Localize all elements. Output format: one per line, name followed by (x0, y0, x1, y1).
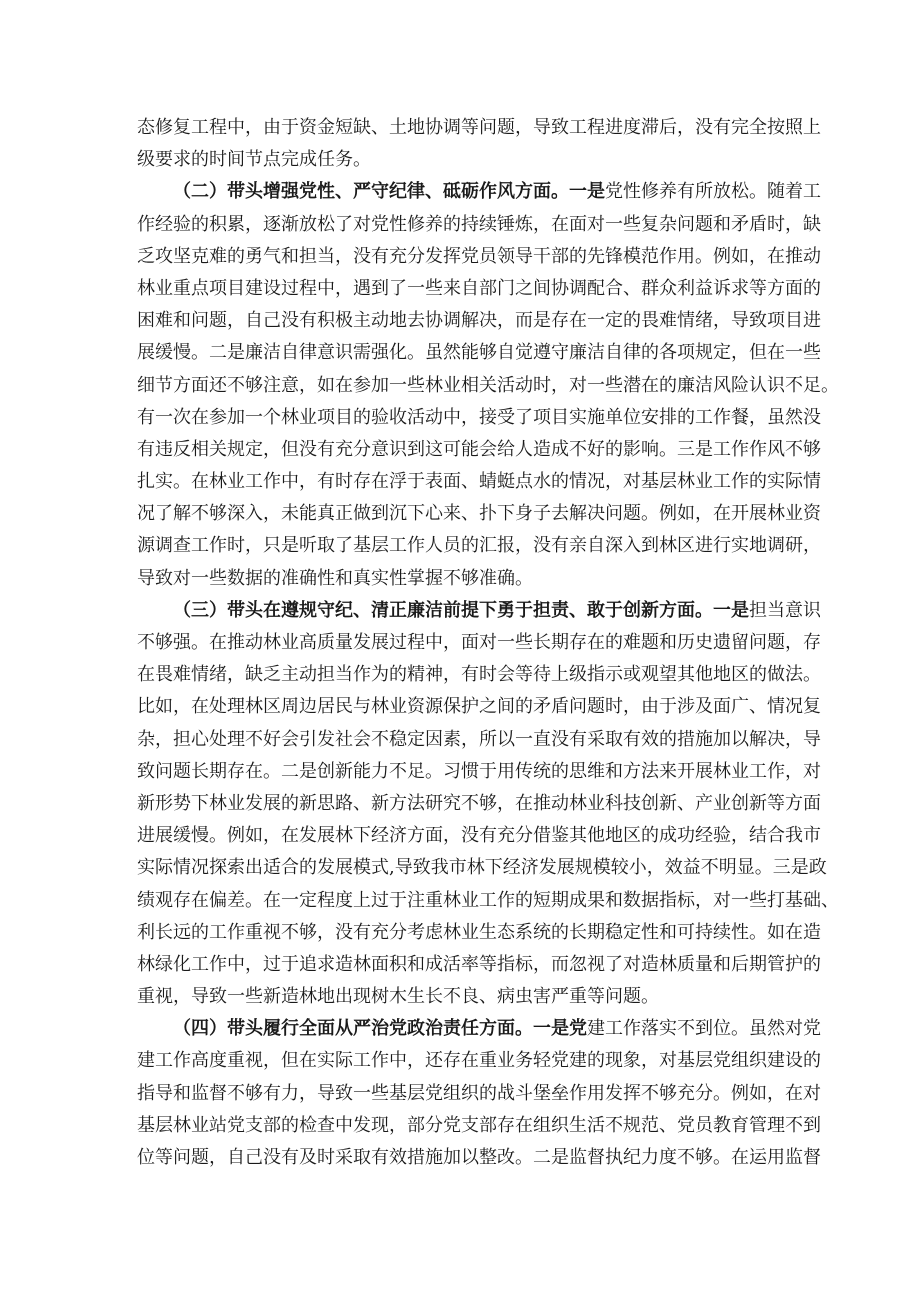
paragraph-line (137, 273, 821, 305)
paragraph-line (137, 1142, 821, 1174)
paragraph-line (137, 305, 821, 337)
text-run: 位等问题，自己没有及时采取有效措施加以整改。二是监督执纪力度不够。在运用监督 (137, 1147, 821, 1168)
paragraph-line (137, 1045, 821, 1077)
text-run: 有一次在参加一个林业项目的验收活动中，接受了项目实施单位安排的工作餐，虽然没 (137, 406, 821, 428)
paragraph-line (137, 627, 821, 659)
paragraph-line (137, 176, 821, 208)
text-run: 不够强。在推动林业高质量发展过程中，面对一些长期存在的难题和历史遗留问题，存 (137, 632, 821, 653)
text-run: 导致对一些数据的准确性和真实性掌握不够准确。 (137, 567, 533, 589)
text-run: 实际情况探索出适合的发展模式,导致我市林下经济发展规模较小，效益不明显。三是政 (137, 857, 827, 879)
text-run: 基层林业站党支部的检查中发现，部分党支部存在组织生活不规范、党员教育管理不到 (137, 1114, 821, 1136)
paragraph-line (137, 917, 821, 949)
text-run: 态修复工程中，由于资金短缺、土地协调等问题，导致工程进度滞后，没有完全按照上 (137, 117, 821, 138)
text-run: 源调查工作时，只是听取了基层工作人员的汇报，没有亲自深入到林区进行实地调研， (137, 535, 821, 557)
section-heading: （三）带头在遵规守纪、清正廉洁前提下勇于担责、敢于创新方面。一是 (173, 599, 749, 621)
paragraph-line (137, 595, 821, 627)
text-run: 指导和监督不够有力，导致一些基层党组织的战斗堡垒作用发挥不够充分。例如，在对 (137, 1082, 821, 1104)
paragraph-line (137, 241, 821, 273)
paragraph-line (137, 981, 787, 1013)
paragraph-line (137, 659, 821, 691)
paragraph-line (137, 788, 821, 820)
text-run: 杂，担心处理不好会引发社会不稳定因素，所以一直没有采取有效的措施加以解决，导 (137, 728, 821, 750)
paragraph-line (137, 949, 821, 981)
paragraph-line (137, 530, 821, 562)
section-heading: （四）带头履行全面从严治党政治责任方面。一是党 (173, 1018, 587, 1040)
paragraph-line (137, 820, 821, 852)
paragraph-line (137, 756, 821, 788)
paragraph-line (137, 1110, 821, 1142)
paragraph-line (137, 144, 787, 176)
text-run: 困难和问题，自己没有积极主动地去协调解决，而是存在一定的畏难情绪，导致项目进 (137, 310, 821, 332)
paragraph-line (137, 852, 827, 884)
paragraph-line (137, 434, 821, 466)
text-run: 绩观存在偏差。在一定程度上过于注重林业工作的短期成果和数据指标，对一些打基础、 (137, 889, 839, 911)
section-heading: （二）带头增强党性、严守纪律、砥砺作风方面。一是 (173, 181, 605, 203)
paragraph-line (137, 1013, 821, 1045)
paragraph-line (137, 691, 821, 723)
text-run: 建工作落实不到位。虽然对党 (587, 1018, 821, 1040)
text-run: 林业重点项目建设过程中，遇到了一些来自部门之间协调配合、群众利益诉求等方面的 (137, 277, 821, 299)
paragraph (137, 1013, 821, 1174)
text-run: 新形势下林业发展的新思路、新方法研究不够，在推动林业科技创新、产业创新等方面 (137, 792, 821, 814)
text-run: 细节方面还不够注意，如在参加一些林业相关活动时，对一些潜在的廉洁风险认识不足。 (137, 374, 839, 396)
text-run: 作经验的积累，逐渐放松了对党性修养的持续锤炼，在面对一些复杂问题和矛盾时，缺 (137, 213, 821, 235)
paragraph-line (137, 1078, 821, 1110)
text-run: 利长远的工作重视不够，没有充分考虑林业生态系统的长期稳定性和可持续性。如在造 (137, 921, 821, 943)
paragraph (137, 176, 839, 594)
text-run: 展缓慢。二是廉洁自律意识需强化。虽然能够自觉遵守廉洁自律的各项规定，但在一些 (137, 342, 821, 364)
paragraph-line (137, 885, 839, 917)
text-run: 建工作高度重视，但在实际工作中，还存在重业务轻党建的现象，对基层党组织建设的 (137, 1050, 821, 1072)
text-run: 党性修养有所放松。随着工 (605, 181, 821, 203)
text-run: 乏攻坚克难的勇气和担当，没有充分发挥党员领导干部的先锋模范作用。例如，在推动 (137, 245, 821, 267)
paragraph-line (137, 724, 821, 756)
paragraph-line (137, 466, 821, 498)
paragraph-line (137, 498, 821, 530)
paragraph-line (137, 112, 821, 144)
paragraph-line (137, 402, 821, 434)
text-run: 有违反相关规定，但没有充分意识到这可能会给人造成不好的影响。三是工作作风不够 (137, 438, 821, 460)
text-run: 级要求的时间节点完成任务。 (137, 149, 371, 171)
text-run: 林绿化工作中，过于追求造林面积和成活率等指标，而忽视了对造林质量和后期管护的 (137, 953, 821, 975)
text-run: 比如，在处理林区周边居民与林业资源保护之间的矛盾问题时，由于涉及面广、情况复 (137, 696, 821, 718)
text-run: 致问题长期存在。二是创新能力不足。习惯于用传统的思维和方法来开展林业工作，对 (137, 760, 821, 782)
text-run: 进展缓慢。例如，在发展林下经济方面，没有充分借鉴其他地区的成功经验，结合我市 (137, 825, 821, 847)
paragraph-line (137, 337, 821, 369)
text-run: 重视，导致一些新造林地出现树木生长不良、病虫害严重等问题。 (137, 986, 659, 1008)
paragraph-line (137, 209, 821, 241)
text-run: 况了解不够深入，未能真正做到沉下心来、扑下身子去解决问题。例如，在开展林业资 (137, 503, 821, 525)
text-run: 在畏难情绪，缺乏主动担当作为的精神，有时会等待上级指示或观望其他地区的做法。 (137, 664, 821, 686)
paragraph-line (137, 370, 839, 402)
paragraph (137, 112, 821, 176)
paragraph-line (137, 563, 787, 595)
text-run: 扎实。在林业工作中，有时存在浮于表面、蜻蜓点水的情况，对基层林业工作的实际情 (137, 471, 821, 493)
document-body (137, 112, 839, 1174)
text-run: 担当意识 (749, 599, 821, 621)
paragraph (137, 595, 839, 1013)
